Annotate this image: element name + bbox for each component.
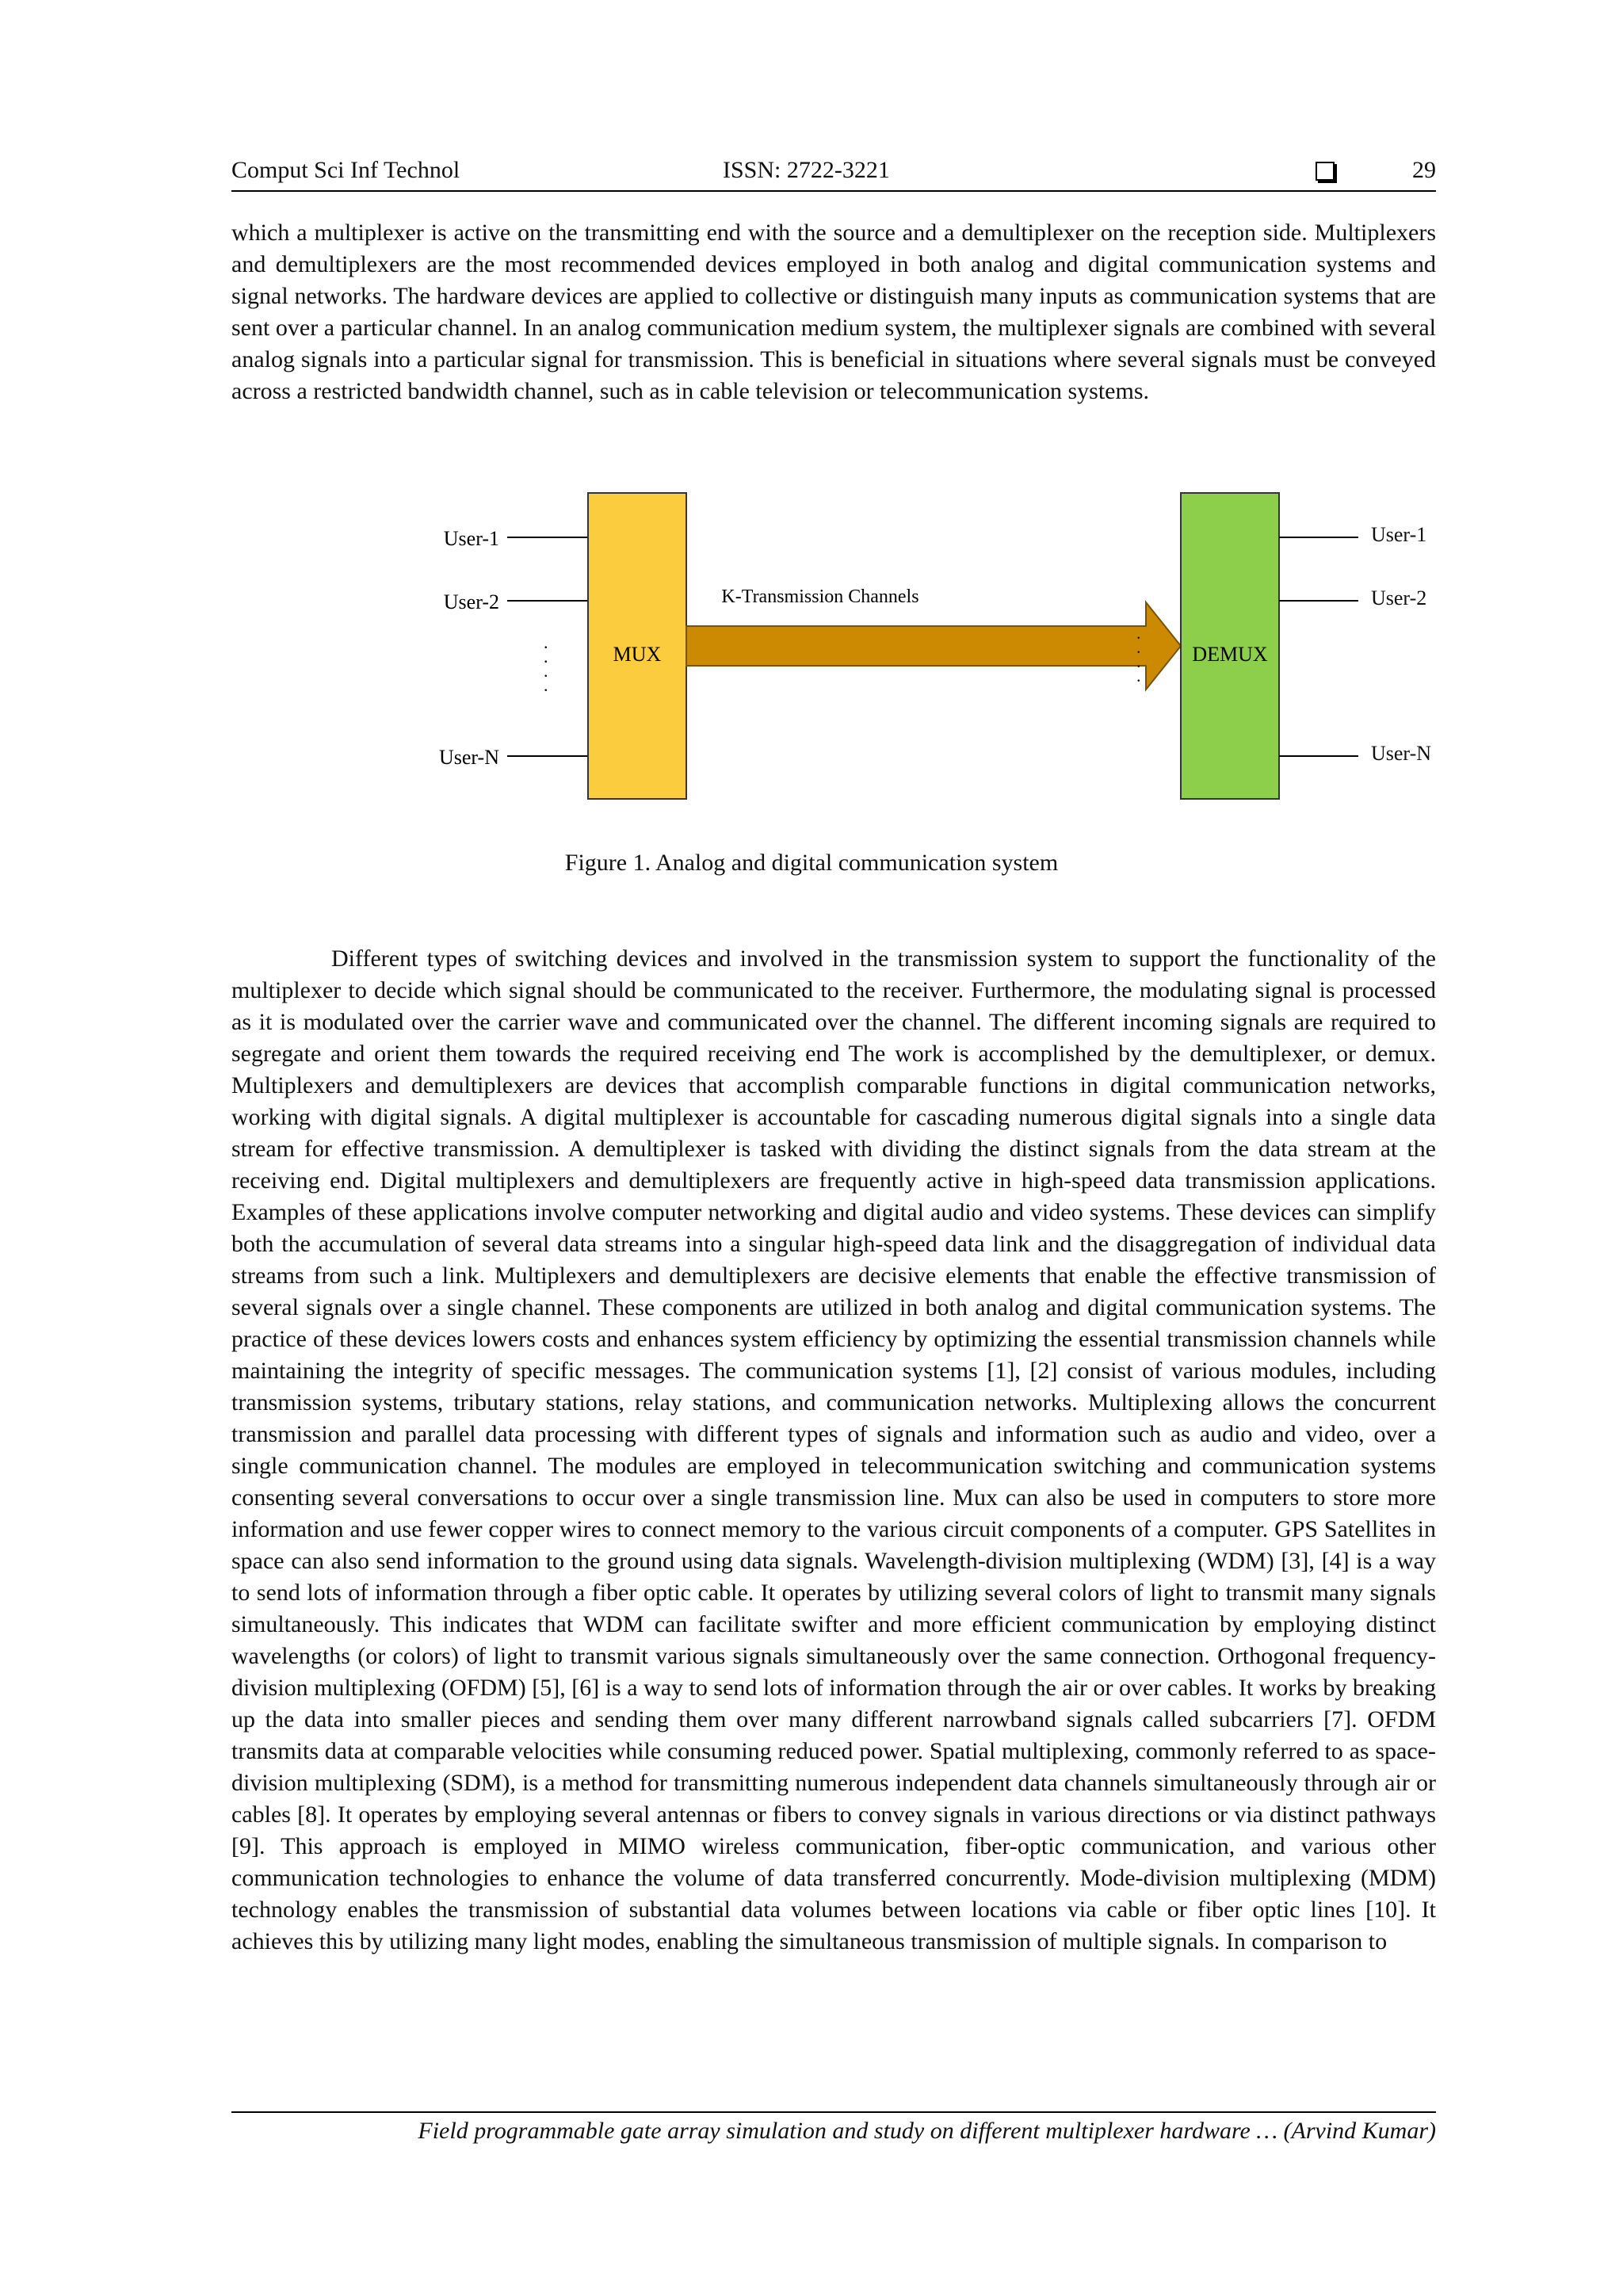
issn: ISSN: 2722-3221 [723,157,890,183]
figure-caption: Figure 1. Analog and digital communication system [564,850,1059,876]
input-label-1: User-1 [443,527,499,550]
output-label-1: User-1 [1371,523,1427,546]
output-label-2: User-2 [1371,586,1427,609]
output-line-ext-1 [1295,537,1358,538]
output-line-ext-2 [1295,600,1358,602]
output-dots: . . . . [1136,623,1141,686]
mux-demux-diagram [428,491,1300,824]
output-label-n: User-N [1371,742,1432,765]
footer-rule [231,2111,1436,2113]
mux-label: MUX [613,643,662,666]
transmission-arrow [686,602,1181,690]
output-line-ext-3 [1295,755,1358,757]
page-header [231,155,1436,192]
input-label-2: User-2 [443,590,499,613]
figure-1 [428,491,1300,824]
body-paragraph-1: which a multiplexer is active on the transmitting end with the source and a demultiplexer on the reception side. Multiplexers and demultiplexers are the most recommended devices employed in both analog and digital communication systems and signal networks. The hardware devices are applied to collective or distinguish many inputs as communication systems that are sent over a particular channel. In an analog communication medium system, the multiplexer signals are combined with several analog signals into a particular signal for transmission. This is beneficial in situations where several signals must be conveyed across a restricted bandwidth channel, such as in cable television or telecommunication systems. [231,220,1436,404]
journal-name: Comput Sci Inf Technol [231,157,460,183]
page-footer: Field programmable gate array simulation and study on different multiplexer hardware … (Arvind Kumar) [418,2118,1436,2144]
input-dots: . . . . [544,632,548,695]
page-number: 29 [1412,157,1436,183]
channel-label: K-Transmission Channels [721,586,919,607]
input-label-n: User-N [438,746,499,769]
body-paragraph-2: Different types of switching devices and involved in the transmission system to support the functionality of the multiplexer to decide which signal should be communicated to the receiver. Furthermore, the modulating signal is processed as it is modulated over the carrier wave and communicated over the channel. The different incoming signals are required to segregate and orient them towards the required receiving end The work is accomplished by the demultiplexer, or demux. Multiplexers and demultiplexers are devices that accomplish comparable functions in digital communication networks, working with digital signals. A digital multiplexer is accountable for cascading numerous digital signals into a single data stream for effective transmission. A demultiplexer is tasked with dividing the distinct signals from the data stream at the receiving end. Digital multiplexers and demultiplexers are frequently active in high-speed data transmission applications. Examples of these applications involve computer networking and digital audio and video systems. These devices can simplify both the accumulation of several data streams into a singular high-speed data link and the disaggregation of individual data streams from such a link. Multiplexers and demultiplexers are decisive elements that enable the effective transmission of several signals over a single channel. These components are utilized in both analog and digital communication systems. The practice of these devices lowers costs and enhances system efficiency by optimizing the essential transmission channels while maintaining the integrity of specific messages. The communication systems [1], [2] consist of various modules, including transmission systems, tributary stations, relay stations, and communication networks. Multiplexing allows the concurrent transmission and parallel data processing with different types of signals and information such as audio and video, over a single communication channel. The modules are employed in telecommunication switching and communication systems consenting several conversations to occur over a single transmission line. Mux can also be used in computers to store more information and use fewer copper wires to connect memory to the various circuit components of a computer. GPS Satellites in space can also send information to the ground using data signals. Wavelength-division multiplexing (WDM) [3], [4] is a way to send lots of information through a fiber optic cable. It operates by utilizing several colors of light to transmit many signals simultaneously. This indicates that WDM can facilitate swifter and more efficient communication by employing distinct wavelengths (or colors) of light to transmit various signals simultaneously over the same connection. Orthogonal frequency-division multiplexing (OFDM) [5], [6] is a way to send lots of information through the air or over cables. It works by breaking up the data into smaller pieces and sending them over many different narrowband signals called subcarriers [7]. OFDM transmits data at comparable velocities while consuming reduced power. Spatial multiplexing, commonly referred to as space-division multiplexing (SDM), is a method for transmitting numerous independent data channels simultaneously through air or cables [8]. It operates by employing several antennas or fibers to convey signals in various directions or via distinct pathways [9]. This approach is employed in MIMO wireless communication, fiber-optic communication, and various other communication technologies to enhance the volume of data transferred concurrently. Mode-division multiplexing (MDM) technology enables the transmission of substantial data volumes between locations via cable or fiber optic lines [10]. It achieves this by utilizing many light modes, enabling the simultaneous transmission of multiple signals. In comparison to [231,946,1436,1954]
demux-label: DEMUX [1192,643,1268,666]
square-bullet-icon [1316,162,1335,181]
